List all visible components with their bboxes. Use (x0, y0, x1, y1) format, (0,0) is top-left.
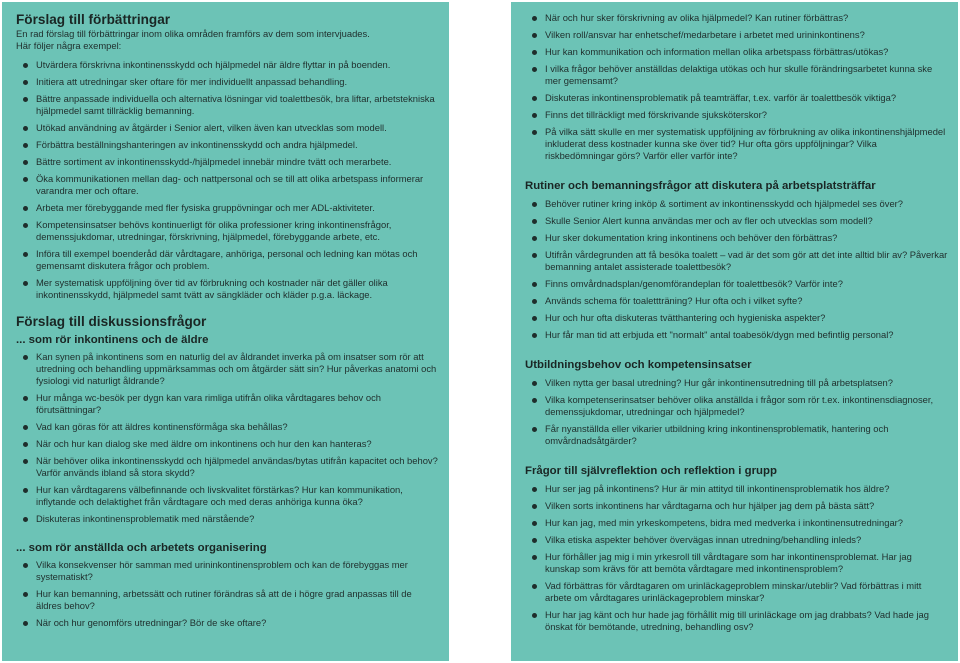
bullet-icon (532, 219, 537, 224)
list-item: Kan synen på inkontinens som en naturlig del av åldrandet inverka på om insatser som rör att utredning och behandling uppmärksammas och om åtgärder sätt sin? Hur påverkas anatomi och fysiologi vid naturligt åldrande? (16, 351, 438, 387)
right-page (511, 2, 958, 661)
left-page (2, 2, 449, 661)
bullet-icon (23, 355, 28, 360)
education-list (525, 377, 948, 447)
routines-heading: Rutiner och bemanningsfrågor att diskutera på arbetsplatsträffar (525, 180, 876, 192)
list-item: Vilka etiska aspekter behöver övervägas innan utredning/behandling inleds? (525, 534, 948, 546)
spacer (525, 346, 948, 358)
page-title: Förslag till förbättringar (16, 12, 171, 27)
education-heading: Utbildningsbehov och kompetensinsatser (525, 359, 752, 371)
list-item: Vilken sorts inkontinens har vårdtagarna och hur hjälper jag dem på bästa sätt? (525, 500, 948, 512)
list-item: När och hur genomförs utredningar? Bör de ske oftare? (16, 617, 438, 629)
bullet-icon (532, 538, 537, 543)
list-item: Införa till exempel boenderåd där vårdtagare, anhöriga, personal och ledning kan mötas och gemensamt diskutera frågor och problem. (16, 248, 438, 272)
list-item: När behöver olika inkontinensskydd och hjälpmedel användas/bytas utifrån kapacitet och behov? Varför används ibland så stora skydd? (16, 455, 438, 479)
list-item: Hur och hur ofta diskuteras tvätthantering och hygieniska aspekter? (525, 312, 948, 324)
list-item: Hur förhåller jag mig i min yrkesroll till vårdtagare som har inkontinensproblemat. Har jag kunskap som krävs för att bemöta vårdtagare med inkontinensproblem? (525, 551, 948, 575)
list-item: Vad förbättras för vårdtagaren om urinläckageproblem minskar/uteblir? Vad förbättras i mitt arbete om vårdtagares urinläckageproblem minskar? (525, 580, 948, 604)
list-item: Diskuteras inkontinensproblematik på teamträffar, t.ex. varför är toalettbesök viktiga? (525, 92, 948, 104)
bullet-icon (23, 442, 28, 447)
list-item: Bättre sortiment av inkontinensskydd-/hjälpmedel innebär mindre tvätt och merarbete. (16, 156, 438, 168)
list-item: Hur kan kommunikation och information mellan olika arbetspass förbättras/utökas? (525, 46, 948, 58)
bullet-icon (23, 143, 28, 148)
list-item: Bättre anpassade individuella och alternativa lösningar vid toalettbesök, bra liftar, arbetstekniska hjälpmedel samt tillräcklig bemanning. (16, 93, 438, 117)
bullet-icon (532, 236, 537, 241)
bullet-icon (532, 130, 537, 135)
bullet-icon (23, 592, 28, 597)
list-item: Utvärdera förskrivna inkontinensskydd och hjälpmedel när äldre flyttar in på boenden. (16, 59, 438, 71)
list-item: Öka kommunikationen mellan dag- och nattpersonal och se till att olika arbetspass informerar varandra mer och oftare. (16, 173, 438, 197)
bullet-icon (23, 459, 28, 464)
list-item: Hur ser jag på inkontinens? Hur är min attityd till inkontinensproblematik hos äldre? (525, 483, 948, 495)
list-item: Vilka kompetenserinsatser behöver olika anställda i frågor som rör t.ex. inkontinensdiagnoser, demenssjukdomar, utredningar och hjälpmedel? (525, 394, 948, 418)
list-item: Hur sker dokumentation kring inkontinens och behöver den förbättras? (525, 232, 948, 244)
list-item: Initiera att utredningar sker oftare för mer individuellt anpassad behandling. (16, 76, 438, 88)
list-item: Får nyanställda eller vikarier utbildning kring inkontinensproblematik, hantering och omvårdnadsåtgärder? (525, 423, 948, 447)
bullet-icon (532, 50, 537, 55)
bullet-icon (532, 504, 537, 509)
list-item: I vilka frågor behöver anställdas delaktiga utökas och hur skulle förändringsarbetet kunna ske mer gemensamt? (525, 63, 948, 87)
bullet-icon (23, 517, 28, 522)
staff-question-list (16, 559, 438, 629)
list-item: Hur många wc-besök per dygn kan vara rimliga utifrån olika vårdtagares behov och förutsättningar? (16, 392, 438, 416)
bullet-icon (23, 425, 28, 430)
list-item: Används schema för toalettträning? Hur ofta och i vilket syfte? (525, 295, 948, 307)
spacer (525, 167, 948, 179)
list-item: När och hur sker förskrivning av olika hjälpmedel? Kan rutiner förbättras? (525, 12, 948, 24)
bullet-icon (532, 487, 537, 492)
bullet-icon (532, 316, 537, 321)
bullet-icon (23, 160, 28, 165)
list-item: Finns det tillräckligt med förskrivande sjuksköterskor? (525, 109, 948, 121)
list-item: Förbättra beställningshanteringen av inkontinensskydd och andra hjälpmedel. (16, 139, 438, 151)
discussion-heading: Förslag till diskussionsfrågor (16, 314, 207, 329)
elderly-subheading: ... som rör inkontinens och de äldre (16, 334, 209, 346)
list-item: Utökad användning av åtgärder i Senior alert, vilken även kan utvecklas som modell. (16, 122, 438, 134)
bullet-icon (23, 563, 28, 568)
bullet-icon (532, 96, 537, 101)
list-item: Vilken nytta ger basal utredning? Hur går inkontinensutredning till på arbetsplatsen? (525, 377, 948, 389)
list-item: Hur har jag känt och hur hade jag förhållit mig till urinläckage om jag drabbats? Vad hade jag önskat för bemötande, utredning, behandling osv? (525, 609, 948, 633)
reflection-list (525, 483, 948, 633)
spacer (525, 452, 948, 464)
list-item: Hur kan bemanning, arbetssätt och rutiner förändras så att de i högre grad anpassas till de äldres behov? (16, 588, 438, 612)
list-item: Vilka konsekvenser hör samman med urininkontinensproblem och kan de förebyggas mer systematiskt? (16, 559, 438, 583)
bullet-icon (532, 521, 537, 526)
list-item: Mer systematisk uppföljning över tid av förbrukning och kostnader när det gäller olika inkontinensskydd, hjälpmedel samt tvätt av sängkläder och kläder p.g.a. läckage. (16, 277, 438, 301)
bullet-icon (23, 97, 28, 102)
staff-subheading: ... som rör anställda och arbetets organisering (16, 542, 267, 554)
bullet-icon (532, 202, 537, 207)
bullet-icon (532, 253, 537, 258)
list-item: Kompetensinsatser behövs kontinuerligt för olika professioner kring inkontinensfrågor, demenssjukdomar, utredningar, förskrivning, hjälpmedel, förebyggande arbete, etc. (16, 219, 438, 243)
bullet-icon (532, 333, 537, 338)
intro-line-2: Här följer några exempel: (16, 40, 122, 51)
bullet-icon (23, 126, 28, 131)
list-item: Skulle Senior Alert kunna användas mer och av fler och utvecklas som modell? (525, 215, 948, 227)
list-item: Hur kan jag, med min yrkeskompetens, bidra med medverka i inkontinensutredningar? (525, 517, 948, 529)
list-item: Behöver rutiner kring inköp & sortiment av inkontinensskydd och hjälpmedel ses över? (525, 198, 948, 210)
bullet-icon (532, 282, 537, 287)
bullet-icon (23, 177, 28, 182)
intro-text (16, 28, 438, 52)
bullet-icon (23, 281, 28, 286)
bullet-icon (23, 223, 28, 228)
bullet-icon (532, 113, 537, 118)
reflection-heading: Frågor till självreflektion och reflektion i grupp (525, 465, 777, 477)
bullet-icon (532, 555, 537, 560)
bullet-icon (23, 621, 28, 626)
bullet-icon (23, 80, 28, 85)
bullet-icon (23, 488, 28, 493)
list-item: Arbeta mer förebyggande med fler fysiska gruppövningar och mer ADL-aktiviteter. (16, 202, 438, 214)
list-item: Hur kan vårdtagarens välbefinnande och livskvalitet förstärkas? Hur kan kommunikation, inflytande och delaktighet från vårdtagare och med deras anhöriga kunna öka? (16, 484, 438, 508)
bullet-icon (23, 396, 28, 401)
continued-question-list (525, 12, 948, 162)
bullet-icon (532, 16, 537, 21)
intro-line-1: En rad förslag till förbättringar inom olika områden framförs av dem som intervjuades. (16, 28, 370, 39)
list-item: På vilka sätt skulle en mer systematisk uppföljning av förbrukning av olika inkontinenshjälpmedel inkluderat dess kostnader kunna ske över tid? Hur ofta görs uppföljningar? Vilka riskbedömningar görs? Varför eller varför inte? (525, 126, 948, 162)
elderly-question-list (16, 351, 438, 525)
bullet-icon (23, 206, 28, 211)
bullet-icon (532, 33, 537, 38)
bullet-icon (532, 381, 537, 386)
list-item: Hur får man tid att erbjuda ett "normalt" antal toabesök/dygn med befintlig personal? (525, 329, 948, 341)
spacer (16, 530, 438, 538)
bullet-icon (532, 299, 537, 304)
list-item: Vad kan göras för att äldres kontinensförmåga ska behållas? (16, 421, 438, 433)
bullet-icon (532, 613, 537, 618)
bullet-icon (23, 252, 28, 257)
list-item: Diskuteras inkontinensproblematik med närstående? (16, 513, 438, 525)
improvement-list (16, 59, 438, 301)
bullet-icon (532, 584, 537, 589)
list-item: Finns omvårdnadsplan/genomförandeplan för toalettbesök? Varför inte? (525, 278, 948, 290)
bullet-icon (23, 63, 28, 68)
routines-list (525, 198, 948, 341)
bullet-icon (532, 398, 537, 403)
list-item: Utifrån vårdegrunden att få besöka toalett – vad är det som gör att det inte alltid blir av? Påverkar bemanning antalet assisterade toalettbesök? (525, 249, 948, 273)
bullet-icon (532, 67, 537, 72)
bullet-icon (532, 427, 537, 432)
list-item: Vilken roll/ansvar har enhetschef/medarbetare i arbetet med urininkontinens? (525, 29, 948, 41)
spacer (16, 306, 438, 314)
list-item: När och hur kan dialog ske med äldre om inkontinens och hur den kan hanteras? (16, 438, 438, 450)
